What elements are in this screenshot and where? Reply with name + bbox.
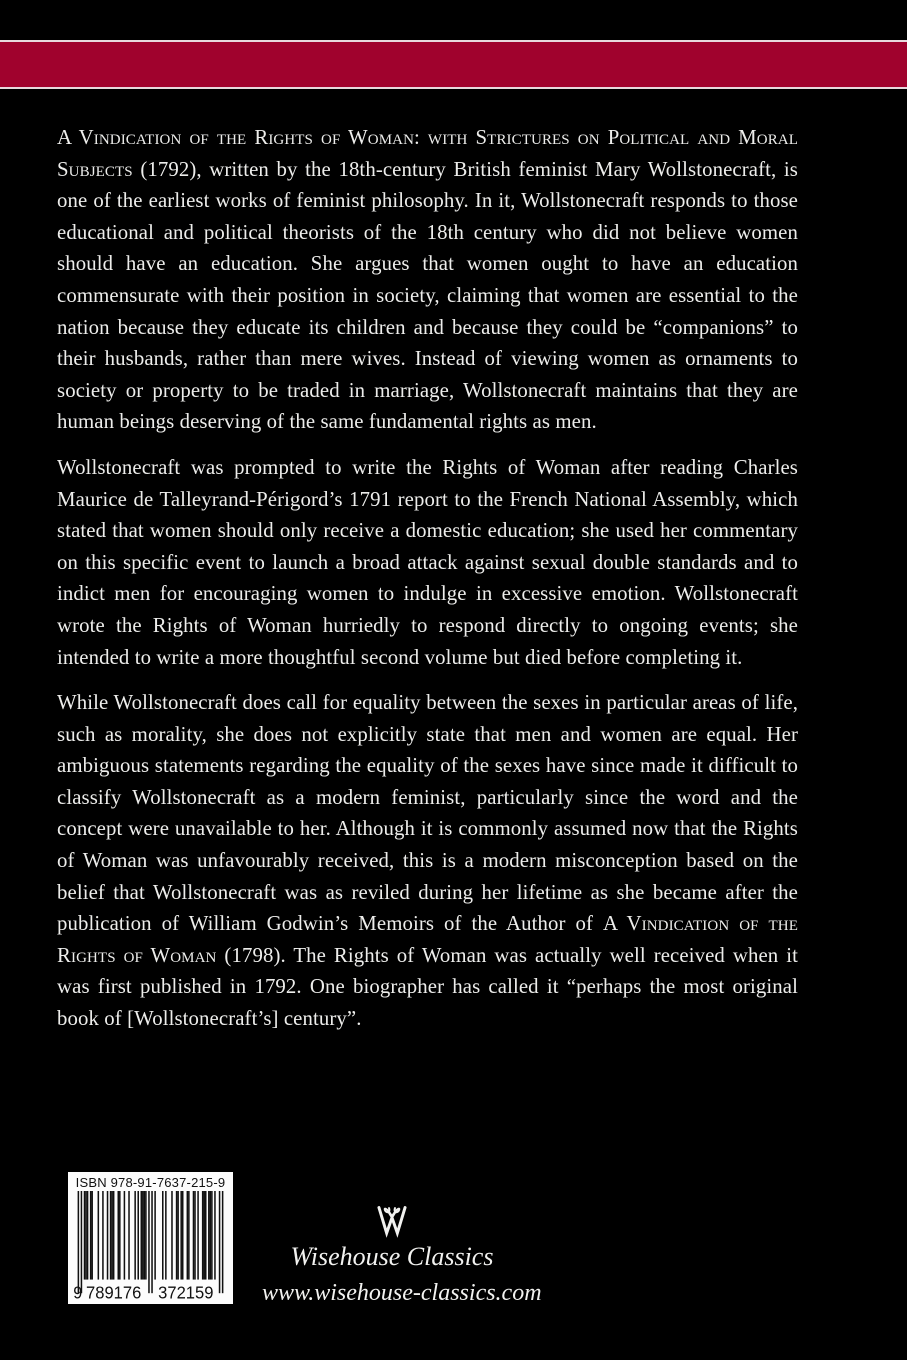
cover-paragraph — [57, 687, 798, 1035]
ean13-digit-group2: 372159 — [158, 1282, 214, 1300]
publisher-website: www.wisehouse-classics.com — [262, 1280, 542, 1306]
ean13-digit-group1: 789176 — [86, 1282, 142, 1300]
text-segment: While Wollstonecraft does call for equality between the sexes in particular areas of life, such as morality, she does not explicitly state that men and women are equal. Her ambiguous statements regarding the equality of the sexes have since made it difficult to classify Wollstonecraft as a modern feminist, particularly since the word and the concept were unavailable to her. Although it is commonly assumed now that the Rights of Woman was unfavourably received, this is a modern misconception based on the belief that Wollstonecraft was as reviled during her lifetime as she became after the publication of William Godwin’s Memoirs of the Author of — [57, 691, 798, 936]
isbn-barcode — [68, 1172, 233, 1304]
accent-band — [0, 40, 907, 89]
smallcaps-title-segment: A Vindication of the Rights of Woman — [57, 912, 798, 967]
text-segment: (1792), written by the 18th-century British feminist Mary Wollstonecraft, is one of the earliest works of feminist philosophy. In it, Wollstonecraft responds to those educational and political theorists of the 18th century who did not believe women should have an education. She argues that women ought to have an education commensurate with their position in society, claiming that women are essential to the nation because they educate its children and because they could be “companions” to their husbands, rather than mere wives. Instead of viewing women as ornaments to society or property to be traded in marriage, Wollstonecraft maintains that they are human beings deserving of the same fundamental rights as men. — [57, 157, 798, 434]
ean13-digit-lead: 9 — [73, 1282, 83, 1300]
cover-paragraph — [57, 452, 798, 673]
smallcaps-title-segment: A Vindication of the Rights of Woman: with Strictures on Political and Moral Subjects — [57, 126, 798, 181]
publisher-block — [262, 1200, 542, 1307]
cover-paragraph — [57, 122, 798, 438]
ean13-barcode-icon — [73, 1191, 228, 1300]
ean13-digits — [73, 1283, 213, 1300]
isbn-label: ISBN 978-91-7637-215-9 — [75, 1175, 226, 1190]
text-segment: (1798). The Rights of Woman was actually well received when it was first published in 1792. One biographer has called it “perhaps the most original book of [Wollstonecraft’s] century”. — [57, 943, 799, 1031]
wisehouse-w-icon — [373, 1200, 411, 1240]
synopsis-text-block — [57, 122, 798, 1035]
ean13-bars — [78, 1191, 224, 1293]
text-segment: Wollstonecraft was prompted to write the Rights of Woman after reading Charles Maurice de Talleyrand-Périgord’s 1791 report to the French National Assembly, which stated that women should only receive a domestic education; she used her commentary on this specific event to launch a broad attack against sexual double standards and to indict men for encouraging women to indulge in excessive emotion. Wollstonecraft wrote the Rights of Woman hurriedly to respond directly to ongoing events; she intended to write a more thoughtful second volume but died before completing it. — [57, 455, 798, 669]
publisher-name: Wisehouse Classics — [290, 1242, 494, 1271]
